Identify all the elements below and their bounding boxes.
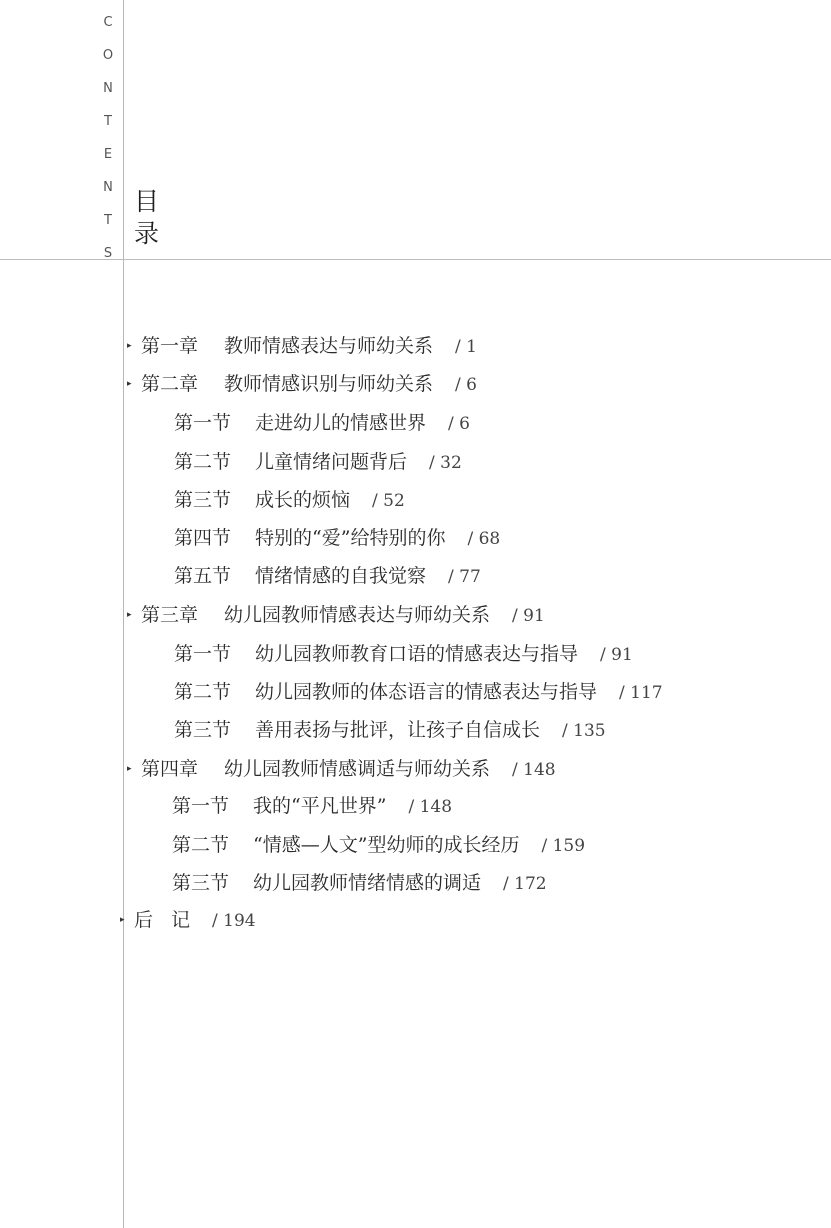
toc-entry-label: 第三节 [174, 719, 232, 741]
toc-page-number: / 91 [512, 606, 545, 626]
toc-entry-label: 第五节 [174, 565, 232, 587]
toc-entry-label: 第一节 [172, 795, 230, 817]
contents-letter: N [103, 180, 113, 195]
toc-entry-label: 第三章 [141, 604, 199, 626]
toc-section-entry[interactable] [174, 485, 405, 515]
toc-page-number: / 148 [408, 797, 453, 817]
toc-entry-title: 我的“平凡世界” [253, 795, 387, 817]
toc-entry-title: 特别的“爱”给特别的你 [255, 527, 446, 549]
toc-section-entry[interactable] [174, 639, 633, 669]
toc-entry-label: 第一节 [174, 643, 232, 665]
toc-page-number: / 159 [541, 836, 586, 856]
triangle-bullet-icon: ▸ [127, 341, 132, 351]
toc-page-number: / 1 [455, 337, 477, 357]
toc-chapter-entry[interactable] [127, 331, 477, 361]
toc-page-number: / 172 [503, 874, 547, 894]
toc-entry-label: 第四节 [174, 527, 232, 549]
toc-section-entry[interactable] [174, 561, 481, 591]
toc-page-number: / 91 [600, 645, 633, 665]
toc-entry-label: 后记 [134, 909, 209, 931]
toc-entry-title: 教师情感表达与师幼关系 [224, 335, 434, 357]
title-char-1: 目 [134, 187, 160, 216]
toc-page-number: / 135 [562, 721, 606, 741]
toc-section-entry[interactable] [174, 677, 663, 707]
toc-entry-title: 走进幼儿的情感世界 [255, 412, 427, 434]
toc-section-entry[interactable] [172, 791, 452, 821]
toc-entry-title: 幼儿园教师教育口语的情感表达与指导 [255, 643, 579, 665]
toc-entry-title: 幼儿园教师的体态语言的情感表达与指导 [255, 681, 598, 703]
toc-entry-title: 善用表扬与批评，让孩子自信成长 [255, 719, 541, 741]
toc-chapter-entry[interactable] [127, 369, 477, 399]
triangle-bullet-icon: ▸ [127, 379, 132, 389]
toc-chapter-entry[interactable] [127, 754, 556, 784]
toc-page-number: / 77 [448, 567, 481, 587]
toc-entry-label: 第三节 [174, 489, 232, 511]
toc-entry-title: 儿童情绪问题背后 [255, 451, 408, 473]
toc-entry-label: 第一章 [141, 335, 199, 357]
toc-page-number: / 6 [448, 414, 470, 434]
contents-letter: T [104, 213, 112, 228]
toc-entry-title: 成长的烦恼 [255, 489, 351, 511]
triangle-bullet-icon: ▸ [127, 610, 132, 620]
triangle-bullet-icon: ▸ [120, 915, 125, 925]
toc-section-entry[interactable] [174, 715, 606, 745]
toc-entry-title: 幼儿园教师情绪情感的调适 [253, 872, 482, 894]
toc-page-number: / 32 [429, 453, 462, 473]
toc-section-entry[interactable] [174, 447, 462, 477]
toc-entry-label: 第二节 [174, 681, 232, 703]
toc-chapter-entry[interactable] [127, 600, 545, 630]
toc-entry-label: 第二节 [172, 834, 230, 856]
toc-entry-title: “情感—人文”型幼师的成长经历 [253, 834, 520, 856]
toc-section-entry[interactable] [172, 868, 547, 898]
contents-letter: E [103, 147, 113, 162]
toc-page-number: / 194 [212, 911, 256, 931]
toc-page-number: / 68 [467, 529, 501, 549]
toc-entry-label: 第二节 [174, 451, 232, 473]
toc-entry-label: 第四章 [141, 758, 199, 780]
toc-entry-title: 情绪情感的自我觉察 [255, 565, 427, 587]
contents-letter: O [102, 48, 114, 63]
toc-section-entry[interactable] [174, 523, 500, 553]
title-char-2: 录 [134, 219, 160, 248]
toc-section-entry[interactable] [174, 408, 470, 438]
toc-entry-label: 第一节 [174, 412, 232, 434]
toc-entry-title: 幼儿园教师情感表达与师幼关系 [224, 604, 491, 626]
toc-entry-label: 第二章 [141, 373, 199, 395]
toc-entry-title: 幼儿园教师情感调适与师幼关系 [224, 758, 491, 780]
toc-postscript-entry[interactable] [120, 905, 256, 935]
toc-entry-label: 第三节 [172, 872, 230, 894]
contents-letter: T [104, 114, 112, 129]
contents-letter: N [103, 81, 113, 96]
toc-page-number: / 117 [619, 683, 663, 703]
toc-page-number: / 148 [512, 760, 556, 780]
toc-section-entry[interactable] [172, 830, 585, 860]
toc-page-number: / 6 [455, 375, 477, 395]
toc-entry-title: 教师情感识别与师幼关系 [224, 373, 434, 395]
contents-letter: C [103, 15, 113, 30]
contents-letter: S [103, 246, 113, 261]
triangle-bullet-icon: ▸ [127, 764, 132, 774]
toc-page-number: / 52 [372, 491, 405, 511]
